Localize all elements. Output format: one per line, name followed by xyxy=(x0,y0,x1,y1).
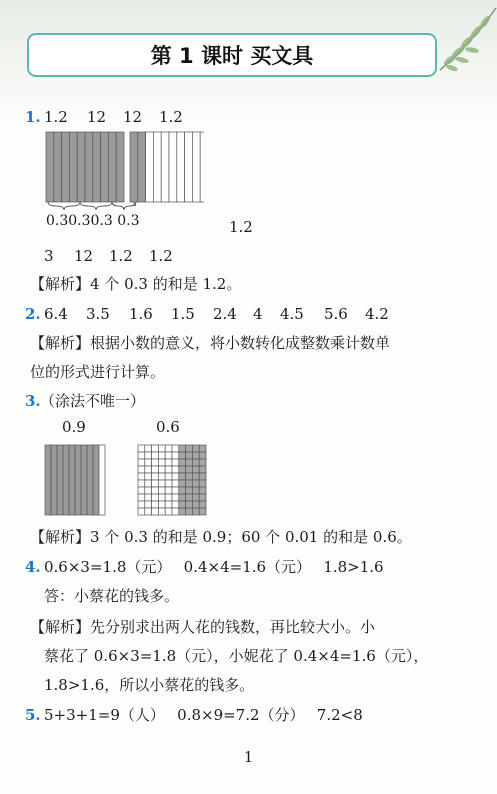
q3-grid-cell-shaded xyxy=(179,494,186,501)
q3-grid-cell xyxy=(165,459,172,466)
q1-strip-empty xyxy=(146,132,154,202)
q3-label-left: 0.9 xyxy=(62,418,86,436)
q5-line1: 5. 5+3+1=9（人） 0.8×9=7.2（分） 7.2<8 xyxy=(25,706,363,724)
q1-number: 1. xyxy=(25,108,41,126)
leaf-decoration-icon xyxy=(430,0,497,80)
q3-grid-cell xyxy=(165,494,172,501)
q1-strip-empty xyxy=(177,132,185,202)
q3-grid-cell xyxy=(158,480,165,487)
q3-grid-cell-shaded xyxy=(199,508,206,515)
q3-grid-cell-shaded xyxy=(192,459,199,466)
q3-grid-cell xyxy=(165,445,172,452)
q3-grid-cell xyxy=(152,445,159,452)
q3-grid-cell xyxy=(152,487,159,494)
q3-grid-cell xyxy=(158,459,165,466)
q3-grid-cell xyxy=(145,445,152,452)
q3-grid-cell-shaded xyxy=(192,445,199,452)
q1-strip-shaded xyxy=(69,132,77,202)
q3-grid-cell xyxy=(145,452,152,459)
q3-grid-cell xyxy=(138,501,145,508)
q3-line xyxy=(25,391,146,411)
q3-strip-shaded xyxy=(63,445,69,515)
q3-grid-cell xyxy=(165,466,172,473)
q3-grid-cell xyxy=(172,445,179,452)
q1-strip-shaded xyxy=(85,132,93,202)
q3-grid-cell xyxy=(152,473,159,480)
q3-grid-cell xyxy=(138,508,145,515)
q3-grid-cell-shaded xyxy=(199,466,206,473)
q3-strip-diagram xyxy=(44,444,106,516)
q3-grid-cell xyxy=(158,508,165,515)
q2-number: 2. xyxy=(25,305,41,323)
q3-grid-cell xyxy=(152,494,159,501)
q1-strip-empty xyxy=(192,132,200,202)
q3-grid-cell xyxy=(145,473,152,480)
q3-grid-cell-shaded xyxy=(186,501,193,508)
q3-grid-cell xyxy=(158,473,165,480)
q3-grid-cell-shaded xyxy=(179,466,186,473)
q3-grid-cell xyxy=(158,452,165,459)
q4-analysis-line2: 蔡花了 0.6×3=1.8（元），小妮花了 0.4×4=1.6（元）， xyxy=(44,647,429,665)
q1-strip-shaded xyxy=(93,132,101,202)
q3-grid-cell-shaded xyxy=(186,487,193,494)
q3-grid-cell xyxy=(138,494,145,501)
q1-strip-empty xyxy=(153,132,161,202)
q1-strip-shaded xyxy=(77,132,85,202)
page-number: 1 xyxy=(243,748,254,766)
q2-line: 2. 6.4 3.5 1.6 1.5 2.4 4 4.5 5.6 4.2 xyxy=(25,305,389,323)
q3-grid-cell-shaded xyxy=(199,445,206,452)
q3-grid-cell-shaded xyxy=(186,452,193,459)
q3-grid-cell-shaded xyxy=(179,459,186,466)
q3-grid-cell xyxy=(172,487,179,494)
q3-grid-cell-shaded xyxy=(192,452,199,459)
q3-grid-cell xyxy=(145,508,152,515)
q3-grid-cell xyxy=(172,501,179,508)
q3-grid-cell xyxy=(158,466,165,473)
q3-grid-cell-shaded xyxy=(199,487,206,494)
q3-strip-shaded xyxy=(93,445,99,515)
q3-grid-cell xyxy=(145,459,152,466)
q3-grid-cell xyxy=(158,501,165,508)
q3-grid-cell xyxy=(138,452,145,459)
q3-grid-cell-shaded xyxy=(179,501,186,508)
q3-grid-cell-shaded xyxy=(199,459,206,466)
q3-grid-cell-shaded xyxy=(186,508,193,515)
q3-grid-cell xyxy=(152,452,159,459)
q3-grid-cell xyxy=(172,480,179,487)
q3-grid-cell xyxy=(152,501,159,508)
q3-strip-shaded xyxy=(51,445,57,515)
q3-grid-cell xyxy=(145,466,152,473)
q3-grid-cell xyxy=(138,487,145,494)
q1-strip-empty xyxy=(169,132,177,202)
q1-strip-shaded xyxy=(46,132,54,202)
q3-grid-cell-shaded xyxy=(179,487,186,494)
q3-grid-cell-shaded xyxy=(192,466,199,473)
q1-strip-empty xyxy=(161,132,169,202)
q3-grid-cell xyxy=(145,480,152,487)
q1-strip-empty xyxy=(185,132,193,202)
q3-grid-cell xyxy=(145,501,152,508)
q4-answer: 答：小蔡花的钱多。 xyxy=(44,587,180,605)
q3-grid-cell xyxy=(152,480,159,487)
q3-strip-shaded xyxy=(69,445,75,515)
q3-grid-cell-shaded xyxy=(179,445,186,452)
q3-grid-cell xyxy=(158,487,165,494)
q3-grid-cell xyxy=(138,445,145,452)
q3-grid-cell-shaded xyxy=(192,501,199,508)
q3-grid-cell xyxy=(172,466,179,473)
q1-strip-diagram xyxy=(44,130,204,212)
q3-grid-cell-shaded xyxy=(179,480,186,487)
q3-grid-cell-shaded xyxy=(186,459,193,466)
q4-line1: 4. 0.6×3=1.8（元） 0.4×4=1.6（元） 1.8>1.6 xyxy=(25,558,384,576)
q3-grid-cell-shaded xyxy=(186,480,193,487)
q3-grid-cell-shaded xyxy=(186,466,193,473)
q4-number: 4. xyxy=(25,558,41,576)
q3-note: （涂法不唯一） xyxy=(40,392,146,410)
page-title: 第 1 课时 买文具 xyxy=(27,33,437,77)
q1-strip-shaded xyxy=(130,132,138,202)
q3-grid-cell xyxy=(158,494,165,501)
q3-grid-cell-shaded xyxy=(192,494,199,501)
q3-grid-cell xyxy=(152,508,159,515)
q3-grid-cell-shaded xyxy=(199,494,206,501)
q3-strip-shaded xyxy=(81,445,87,515)
q3-grid-cell-shaded xyxy=(192,508,199,515)
q5-number: 5. xyxy=(25,706,41,724)
q3-grid-cell xyxy=(138,480,145,487)
q3-grid-cell-shaded xyxy=(186,494,193,501)
q3-grid-cell xyxy=(152,466,159,473)
q3-grid-cell xyxy=(165,480,172,487)
q3-grid-cell xyxy=(165,452,172,459)
q3-grid-cell xyxy=(145,487,152,494)
q3-strip-shaded xyxy=(87,445,93,515)
q3-strip-shaded xyxy=(57,445,63,515)
q1-strip-shaded xyxy=(116,132,124,202)
q2-analysis-line1: 【解析】根据小数的意义，将小数转化成整数乘计数单 xyxy=(30,334,391,352)
q4-analysis-line1: 【解析】先分别求出两人花的钱数，再比较大小。小 xyxy=(30,618,376,636)
q1-strip-empty xyxy=(200,132,204,202)
q3-grid-cell-shaded xyxy=(192,487,199,494)
q1-analysis: 【解析】4 个 0.3 的和是 1.2。 xyxy=(30,275,242,293)
q3-grid-cell xyxy=(165,487,172,494)
q1-strip-shaded xyxy=(138,132,146,202)
q4-analysis-line3: 1.8>1.6，所以小蔡花的钱多。 xyxy=(44,676,255,694)
q3-grid-cell xyxy=(158,445,165,452)
q3-number: 3. xyxy=(25,392,41,410)
q2-analysis-line2: 位的形式进行计算。 xyxy=(30,363,166,381)
q3-grid-cell-shaded xyxy=(199,501,206,508)
q3-grid-cell-shaded xyxy=(199,473,206,480)
q3-grid-cell-shaded xyxy=(192,480,199,487)
q3-grid-cell xyxy=(165,508,172,515)
q1-strip-shaded xyxy=(62,132,70,202)
q3-grid-cell xyxy=(172,494,179,501)
q3-analysis: 【解析】3 个 0.3 的和是 0.9；60 个 0.01 的和是 0.6。 xyxy=(30,528,412,546)
q3-grid-cell-shaded xyxy=(199,480,206,487)
q3-grid-cell-shaded xyxy=(179,452,186,459)
q3-grid-cell-shaded xyxy=(192,473,199,480)
q3-grid-cell xyxy=(172,459,179,466)
q1-strip-shaded xyxy=(54,132,62,202)
q3-grid-cell xyxy=(165,501,172,508)
q3-strip-empty xyxy=(99,445,105,515)
q1-line1: 1. 1.2 12 12 1.2 xyxy=(25,108,183,126)
q3-grid-cell xyxy=(138,459,145,466)
q3-grid-cell-shaded xyxy=(199,452,206,459)
q3-grid-cell-shaded xyxy=(179,473,186,480)
q3-grid-cell xyxy=(172,473,179,480)
q3-grid-cell xyxy=(152,459,159,466)
q3-grid-cell xyxy=(138,466,145,473)
q1-strip-shaded xyxy=(101,132,109,202)
q3-strip-shaded xyxy=(45,445,51,515)
q3-grid-cell-shaded xyxy=(186,473,193,480)
q3-grid-diagram xyxy=(137,444,207,516)
q3-grid-cell xyxy=(138,473,145,480)
q3-grid-cell xyxy=(172,452,179,459)
q1-strip-shaded xyxy=(108,132,116,202)
q3-grid-cell-shaded xyxy=(186,445,193,452)
q3-grid-cell-shaded xyxy=(179,508,186,515)
q1-right-value: 1.2 xyxy=(229,218,253,236)
q3-grid-cell xyxy=(145,494,152,501)
q3-grid-cell xyxy=(165,473,172,480)
q1-brace-labels: 0.30.30.3 0.3 xyxy=(46,213,140,229)
q3-label-right: 0.6 xyxy=(156,418,180,436)
q3-strip-shaded xyxy=(75,445,81,515)
q3-grid-cell xyxy=(172,508,179,515)
